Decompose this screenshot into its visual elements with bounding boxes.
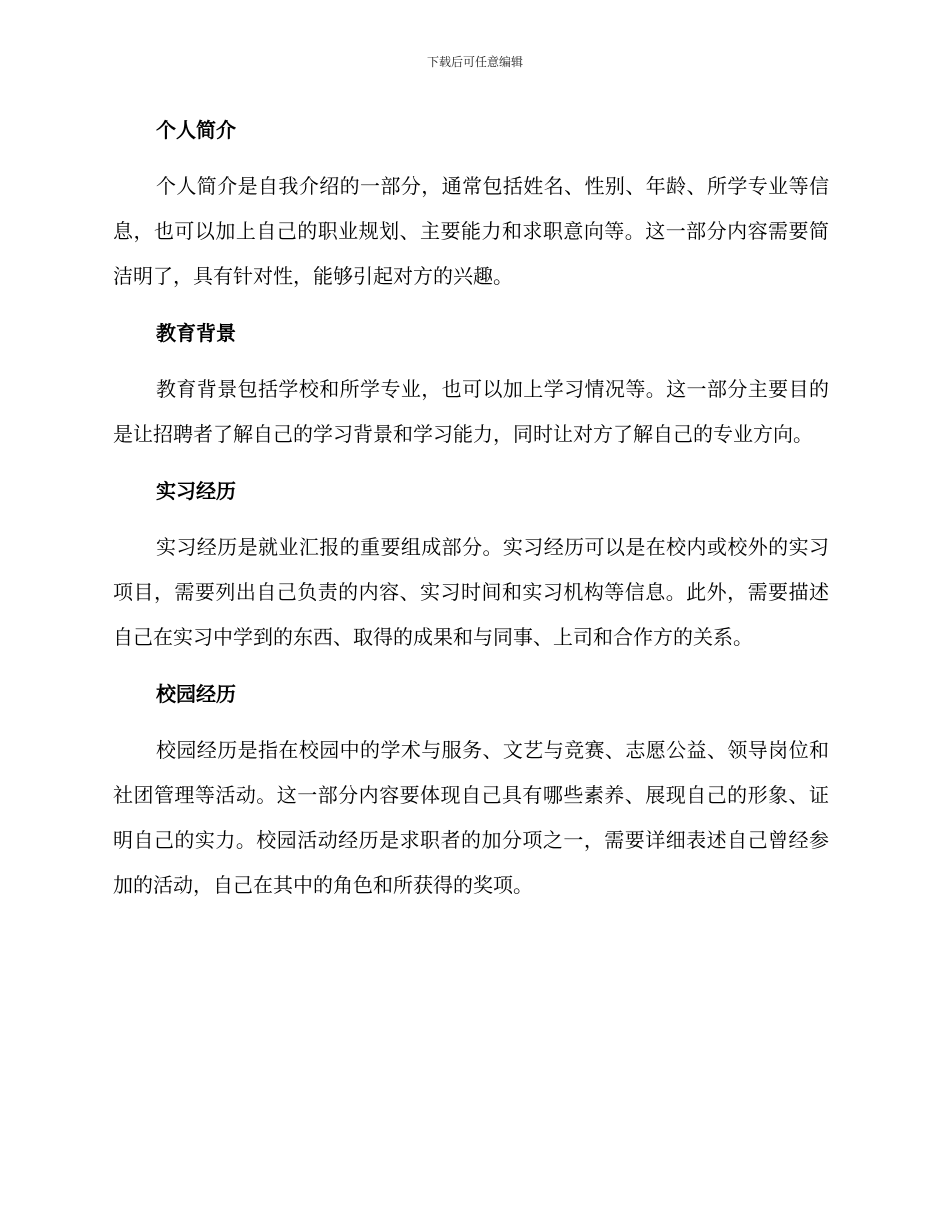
section-body-education: 教育背景包括学校和所学专业，也可以加上学习情况等。这一部分主要目的是让招聘者了解自己的学习背景和学习能力，同时让对方了解自己的专业方向。 bbox=[113, 377, 829, 446]
section-heading-education: 教育背景 bbox=[156, 321, 236, 345]
section-heading-campus: 校园经历 bbox=[156, 682, 236, 706]
page-header-note: 下载后可任意编辑 bbox=[426, 55, 523, 69]
section-heading-profile: 个人简介 bbox=[156, 118, 236, 142]
section-heading-internship: 实习经历 bbox=[156, 479, 236, 503]
section-body-profile: 个人简介是自我介绍的一部分，通常包括姓名、性别、年龄、所学专业等信息，也可以加上自己的职业规划、主要能力和求职意向等。这一部分内容需要简洁明了，具有针对性，能够引起对方的兴趣。 bbox=[113, 174, 829, 288]
section-body-campus: 校园经历是指在校园中的学术与服务、文艺与竞赛、志愿公益、领导岗位和社团管理等活动。这一部分内容要体现自己具有哪些素养、展现自己的形象、证明自己的实力。校园活动经历是求职者的加分项之一，需要详细表述自己曾经参加的活动，自己在其中的角色和所获得的奖项。 bbox=[113, 738, 829, 897]
section-body-internship: 实习经历是就业汇报的重要组成部分。实习经历可以是在校内或校外的实习项目，需要列出自己负责的内容、实习时间和实习机构等信息。此外，需要描述自己在实习中学到的东西、取得的成果和与同事、上司和合作方的关系。 bbox=[113, 535, 829, 649]
document-content bbox=[113, 110, 829, 922]
